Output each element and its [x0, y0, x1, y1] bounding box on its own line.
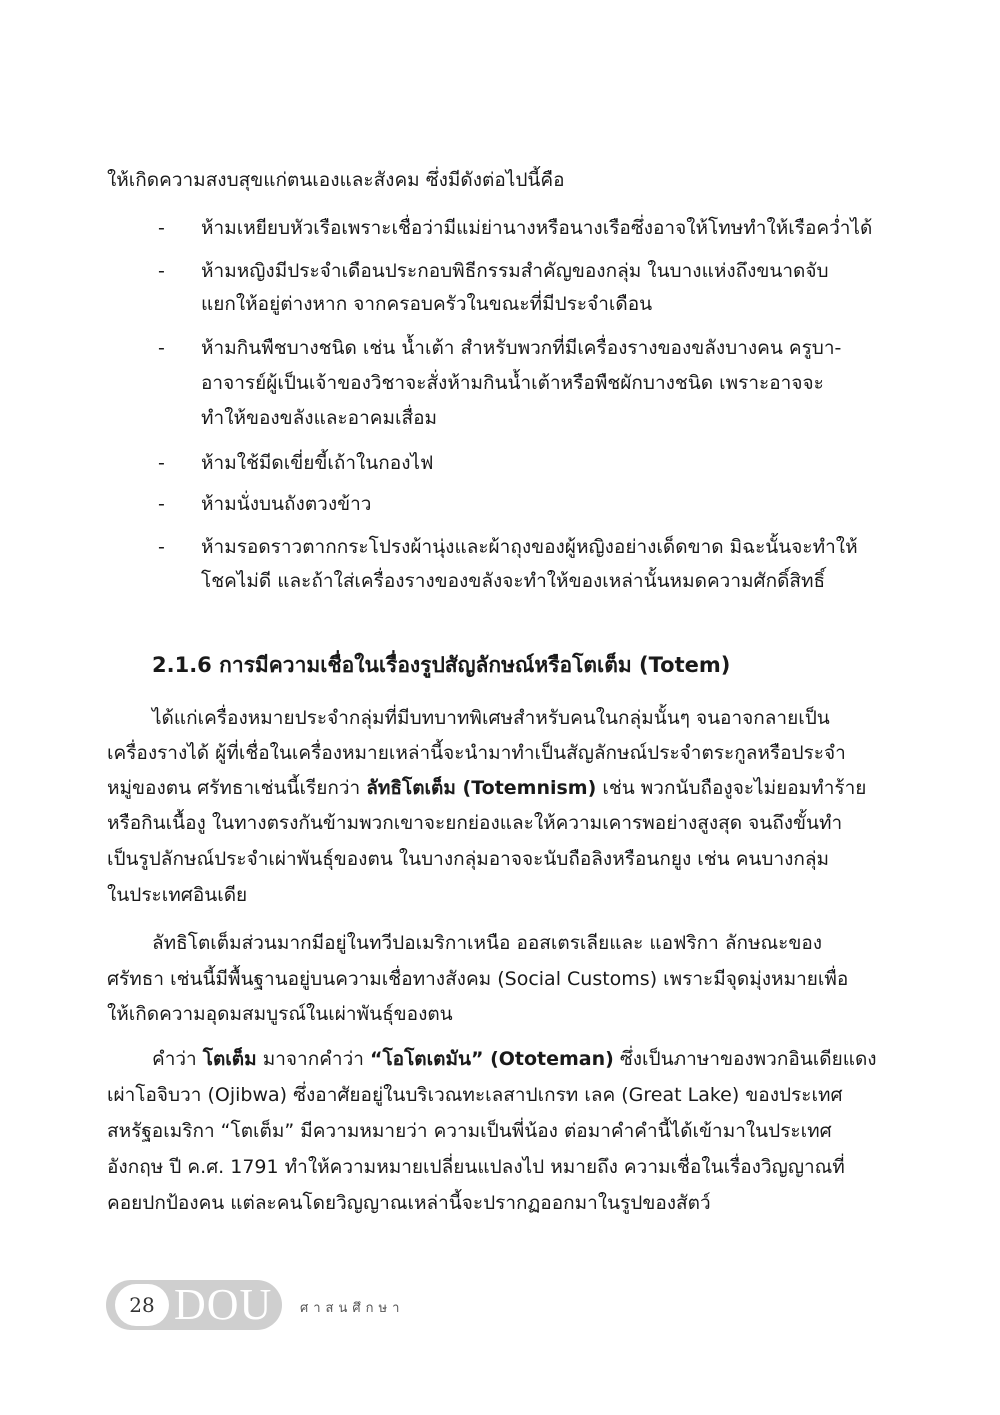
- bullet-3-line-2: อาจารย์ผู้เป็นเจ้าของวิชาจะสั่งห้ามกินน้ำเต้าหรือพืชผักบางชนิด เพราะอาจจะ: [201, 372, 824, 394]
- para3-line-1: [152, 1045, 877, 1073]
- bullet-2-line-2: แยกให้อยู่ต่างหาก จากครอบครัวในขณะที่มีประจำเดือน: [201, 293, 653, 315]
- bullet-6-line-2: โชคไม่ดี และถ้าใส่เครื่องรางของขลังจะทำให้ของเหล่านั้นหมดความศักดิ์สิทธิ์: [201, 570, 826, 592]
- bullet-marker: -: [158, 337, 165, 359]
- totemnism-term: ลัทธิโตเต็ม (Totemnism): [366, 777, 597, 799]
- para3-line-4: อังกฤษ ปี ค.ศ. 1791 ทำให้ความหมายเปลี่ยนแปลงไป หมายถึง ความเชื่อในเรื่องวิญญาณที่: [107, 1156, 845, 1178]
- page-number: 28: [115, 1284, 169, 1326]
- bullet-marker: -: [158, 536, 165, 558]
- dou-logo: DOU: [174, 1280, 273, 1329]
- bullet-5-line-1: ห้ามนั่งบนถังตวงข้าว: [201, 493, 372, 515]
- para3-line-1-e: ซึ่งเป็นภาษาของพวกอินเดียแดง: [613, 1048, 877, 1070]
- bullet-4-line-1: ห้ามใช้มีดเขี่ยขี้เถ้าในกองไฟ: [201, 452, 434, 474]
- ototeman-term: “โอโตเตมัน” (Ototeman): [369, 1048, 614, 1070]
- para2-line-1: ลัทธิโตเต็มส่วนมากมีอยู่ในทวีปอเมริกาเหนือ ออสเตรเลียและ แอฟริกา ลักษณะของ: [152, 932, 823, 954]
- para1-line-5: เป็นรูปลักษณ์ประจำเผ่าพันธุ์ของตน ในบางกลุ่มอาจจะนับถือลิงหรือนกยูง เช่น คนบางกลุ่ม: [107, 848, 830, 870]
- para1-line-1: ได้แก่เครื่องหมายประจำกลุ่มที่มีบทบาทพิเศษสำหรับคนในกลุ่มนั้นๆ จนอาจกลายเป็น: [152, 707, 830, 729]
- para3-line-1-c: มาจากคำว่า: [256, 1048, 370, 1070]
- para3-line-2: เผ่าโอจิบวา (Ojibwa) ซึ่งอาศัยอยู่ในบริเวณทะเลสาปเกรท เลค (Great Lake) ของประเทศ: [107, 1084, 843, 1106]
- para1-line-3-a: หมู่ของตน ศรัทธาเช่นนี้เรียกว่า: [107, 777, 367, 799]
- bullet-1-line-1: ห้ามเหยียบหัวเรือเพราะเชื่อว่ามีแม่ย่านางหรือนางเรือซึ่งอาจให้โทษทำให้เรือคว่ำได้: [201, 217, 873, 239]
- bullet-3-line-3: ทำให้ของขลังและอาคมเสื่อม: [201, 407, 438, 429]
- bullet-marker: -: [158, 260, 165, 282]
- book-title: ศาสนศึกษา: [300, 1301, 405, 1316]
- bullet-6-line-1: ห้ามรอดราวตากกระโปรงผ้านุ่งและผ้าถุงของผู้หญิงอย่างเด็ดขาด มิฉะนั้นจะทำให้: [201, 536, 858, 558]
- para3-line-5: คอยปกป้องคน แต่ละคนโดยวิญญาณเหล่านี้จะปรากฏออกมาในรูปของสัตว์: [107, 1192, 711, 1214]
- intro-line: ให้เกิดความสงบสุขแก่ตนเองและสังคม ซึ่งมีดังต่อไปนี้คือ: [107, 169, 565, 191]
- bullet-marker: -: [158, 217, 165, 239]
- bullet-marker: -: [158, 493, 165, 515]
- para3-line-3: สหรัฐอเมริกา “โตเต็ม” มีความหมายว่า ความเป็นพี่น้อง ต่อมาคำคำนี้ได้เข้ามาในประเทศ: [107, 1120, 832, 1142]
- bullet-2-line-1: ห้ามหญิงมีประจำเดือนประกอบพิธีกรรมสำคัญของกลุ่ม ในบางแห่งถึงขนาดจับ: [201, 260, 829, 282]
- bullet-marker: -: [158, 452, 165, 474]
- section-heading: 2.1.6 การมีความเชื่อในเรื่องรูปสัญลักษณ์หรือโตเต็ม (Totem): [152, 653, 731, 677]
- para2-line-3: ให้เกิดความอุดมสมบูรณ์ในเผ่าพันธุ์ของตน: [107, 1003, 453, 1025]
- para1-line-3-c: เช่น พวกนับถืองูจะไม่ยอมทำร้าย: [596, 777, 867, 799]
- para1-line-2: เครื่องรางได้ ผู้ที่เชื่อในเครื่องหมายเหล่านี้จะนำมาทำเป็นสัญลักษณ์ประจำตระกูลหรือประจำ: [107, 742, 846, 764]
- bullet-3-line-1: ห้ามกินพืชบางชนิด เช่น น้ำเต้า สำหรับพวกที่มีเครื่องรางของขลังบางคน ครูบา-: [201, 337, 842, 359]
- para1-line-6: ในประเทศอินเดีย: [107, 884, 248, 906]
- para2-line-2: ศรัทธา เช่นนี้มีพื้นฐานอยู่บนความเชื่อทางสังคม (Social Customs) เพราะมีจุดมุ่งหมายเพื่อ: [107, 968, 849, 990]
- para1-line-4: หรือกินเนื้องู ในทางตรงกันข้ามพวกเขาจะยกย่องและให้ความเคารพอย่างสูงสุด จนถึงขั้นทำ: [107, 812, 843, 834]
- para1-line-3: [107, 774, 866, 802]
- totem-term: โตเต็ม: [202, 1048, 257, 1070]
- para3-line-1-a: คำว่า: [152, 1048, 203, 1070]
